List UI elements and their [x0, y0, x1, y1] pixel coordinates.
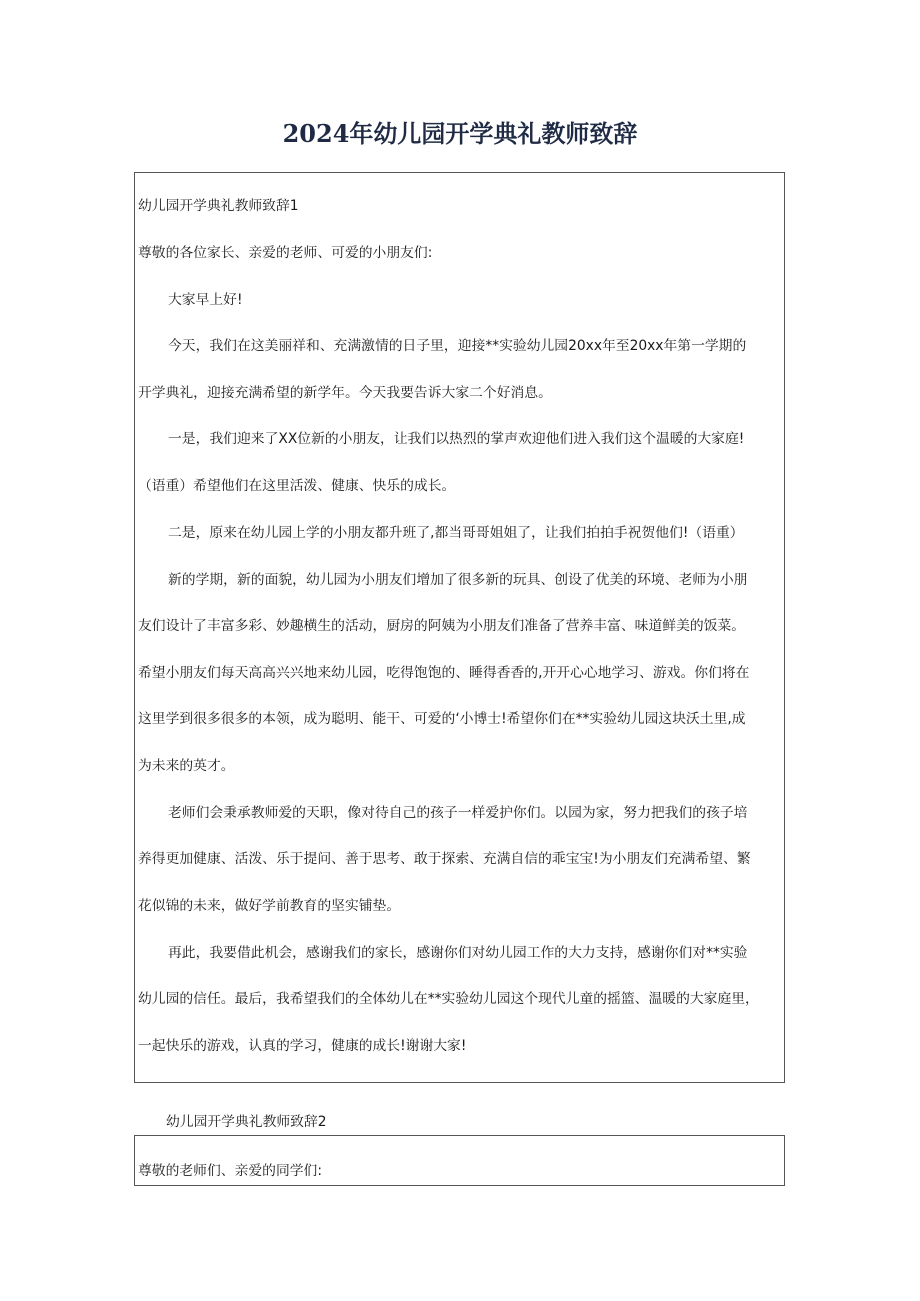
paragraph-line: 今天，我们在这美丽祥和、充满激情的日子里，迎接**实验幼儿园20xx年至20xx年第一学期的: [168, 338, 747, 354]
speech-2-salutation: 尊敬的老师们、亲爱的同学们:: [138, 1163, 323, 1179]
paragraph-line: 开学典礼，迎接充满希望的新学年。今天我要告诉大家二个好消息。: [138, 385, 552, 401]
paragraph-line: 幼儿园的信任。最后，我希望我们的全体幼儿在**实验幼儿园这个现代儿童的摇篮、温暖的大家庭里，: [138, 991, 759, 1007]
paragraph-line: 养得更加健康、活泼、乐于提问、善于思考、敢于探索、充满自信的乖宝宝!为小朋友们充满希望、繁: [138, 851, 751, 867]
document-title: 2024年幼儿园开学典礼教师致辞: [282, 119, 638, 148]
paragraph-line: 再此，我要借此机会，感谢我们的家长，感谢你们对幼儿园工作的大力支持，感谢你们对**实验: [168, 945, 748, 961]
paragraph-line: 二是，原来在幼儿园上学的小朋友都升班了,都当哥哥姐姐了，让我们拍拍手祝贺他们!（语重）: [168, 525, 744, 541]
paragraph-line: 希望小朋友们每天高高兴兴地来幼儿园，吃得饱饱的、睡得香香的,开开心心地学习、游戏。你们将在: [138, 665, 750, 681]
paragraph-line: 为未来的英才。: [138, 758, 235, 774]
paragraph-line: 友们设计了丰富多彩、妙趣横生的活动，厨房的阿姨为小朋友们准备了营养丰富、味道鲜美的饭菜。: [138, 618, 746, 634]
paragraph-line: 这里学到很多很多的本领，成为聪明、能干、可爱的‘小博士!希望你们在**实验幼儿园这块沃土里,成: [138, 711, 746, 727]
speech-1-salutation: 尊敬的各位家长、亲爱的老师、可爱的小朋友们:: [138, 245, 433, 261]
paragraph-line: （语重）希望他们在这里活泼、健康、快乐的成长。: [138, 478, 456, 494]
speech-2-box: [134, 1135, 785, 1186]
speech-2-heading: 幼儿园开学典礼教师致辞2: [166, 1114, 327, 1130]
speech-1-box: [134, 172, 785, 1083]
paragraph-line: 一是，我们迎来了XX位新的小朋友，让我们以热烈的掌声欢迎他们进入我们这个温暖的大家庭!: [168, 431, 745, 447]
speech-1-greeting: 大家早上好!: [168, 292, 243, 308]
paragraph-line: 老师们会秉承教师爱的天职，像对待自己的孩子一样爱护你们。以园为家，努力把我们的孩子培: [168, 805, 748, 821]
paragraph-line: 新的学期，新的面貌，幼儿园为小朋友们增加了很多新的玩具、创设了优美的环境、老师为小朋: [168, 572, 748, 588]
paragraph-line: 花似锦的未来，做好学前教育的坚实铺垫。: [138, 898, 401, 914]
paragraph-line: 一起快乐的游戏，认真的学习，健康的成长!谢谢大家!: [138, 1038, 467, 1054]
speech-1-heading: 幼儿园开学典礼教师致辞1: [138, 198, 299, 214]
